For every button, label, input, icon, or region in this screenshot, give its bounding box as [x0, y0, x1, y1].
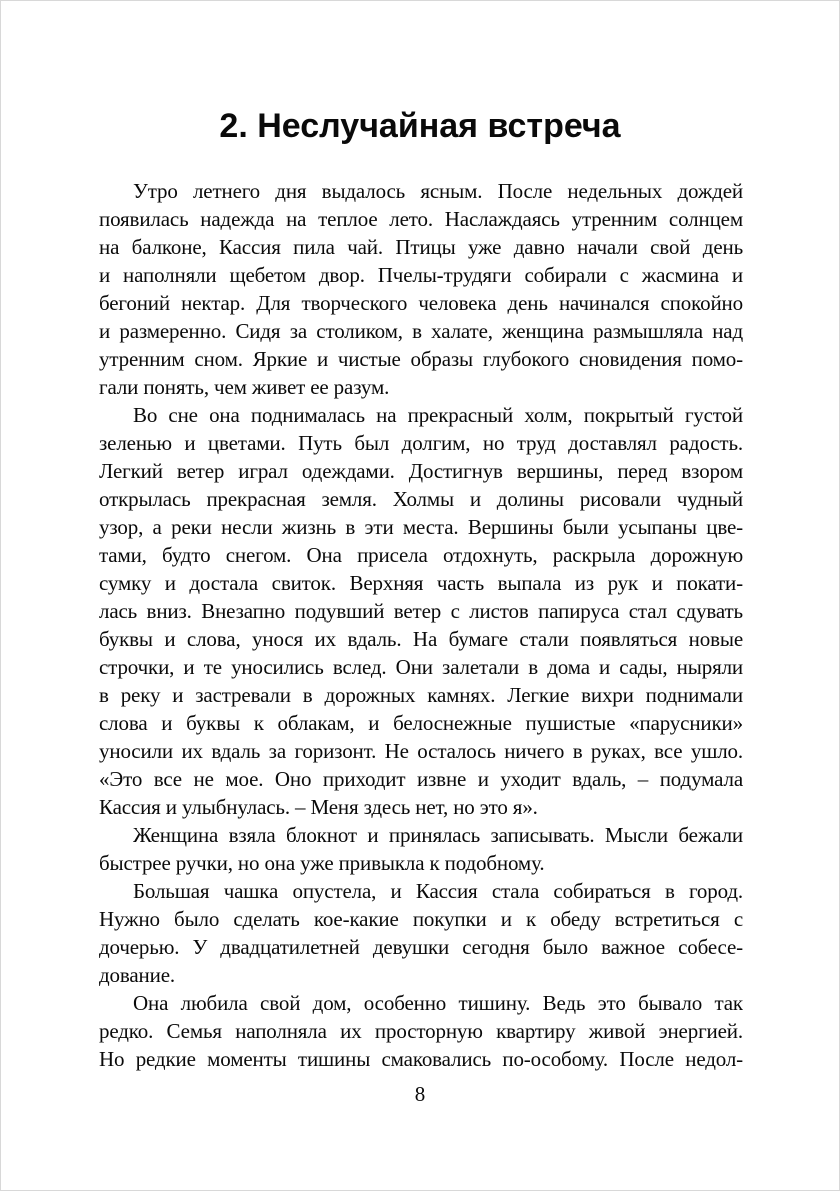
text-line: в реку и застревали в дорожных камнях. Легкие вихри поднимали	[99, 683, 743, 707]
text-line: на балконе, Кассия пила чай. Птицы уже давно начали свой день	[99, 235, 743, 259]
text-line: и размеренно. Сидя за столиком, в халате, женщина размышляла над	[99, 319, 743, 343]
text-line: редко. Семья наполняла их просторную квартиру живой энергией.	[99, 1019, 743, 1043]
page-number: 8	[414, 1082, 426, 1106]
text-line: Кассия и улыбнулась. – Меня здесь нет, но это я».	[99, 795, 538, 819]
text-line: и наполняли щебетом двор. Пчелы-трудяги собирали с жасмина и	[99, 263, 743, 287]
paragraph	[99, 989, 743, 1073]
text-line: дование.	[99, 963, 175, 987]
paragraph	[99, 401, 743, 821]
paragraph	[99, 877, 743, 989]
text-line: уносили их вдаль за горизонт. Не осталось ничего в руках, все ушло.	[99, 739, 743, 763]
paragraph	[99, 177, 743, 401]
text-line: дочерью. У двадцатилетней девушки сегодня было важное собесе-	[99, 935, 743, 959]
text-line: строчки, и те уносились вслед. Они залетали в дома и сады, ныряли	[99, 655, 743, 679]
text-line: сумку и достала свиток. Верхняя часть выпала из рук и покати-	[99, 571, 743, 595]
text-line: Во сне она поднималась на прекрасный холм, покрытый густой	[133, 403, 743, 427]
text-line: Утро летнего дня выдалось ясным. После недельных дождей	[133, 179, 743, 203]
text-line: Она любила свой дом, особенно тишину. Ведь это бывало так	[133, 991, 743, 1015]
text-line: гали понять, чем живет ее разум.	[99, 375, 390, 399]
body-text	[99, 177, 743, 1073]
text-line: Нужно было сделать кое-какие покупки и к обеду встретиться с	[99, 907, 743, 931]
text-line: открылась прекрасная земля. Холмы и долины рисовали чудный	[99, 487, 743, 511]
text-line: зеленью и цветами. Путь был долгим, но труд доставлял радость.	[99, 431, 743, 455]
text-line: Большая чашка опустела, и Кассия стала собираться в город.	[133, 879, 743, 903]
text-line: узор, а реки несли жизнь в эти места. Вершины были усыпаны цве-	[99, 515, 743, 539]
text-line: Женщина взяла блокнот и принялась записывать. Мысли бежали	[133, 823, 743, 847]
text-line: буквы и слова, унося их вдаль. На бумаге стали появляться новые	[99, 627, 743, 651]
text-line: бегоний нектар. Для творческого человека день начинался спокойно	[99, 291, 743, 315]
text-line: «Это все не мое. Оно приходит извне и уходит вдаль, – подумала	[99, 767, 743, 791]
text-line: тами, будто снегом. Она присела отдохнуть, раскрыла дорожную	[99, 543, 743, 567]
text-line: Но редкие моменты тишины смаковались по-особому. После недол-	[99, 1047, 743, 1071]
text-line: появилась надежда на теплое лето. Наслаждаясь утренним солнцем	[99, 207, 743, 231]
text-line: Легкий ветер играл одеждами. Достигнув вершины, перед взором	[99, 459, 743, 483]
text-line: утренним сном. Яркие и чистые образы глубокого сновидения помо-	[99, 347, 743, 371]
text-line: быстрее ручки, но она уже привыкла к подобному.	[99, 851, 545, 875]
text-line: лась вниз. Внезапно подувший ветер с листов папируса стал сдувать	[99, 599, 743, 623]
chapter-title: 2. Неслучайная встреча	[219, 107, 621, 145]
paragraph	[99, 821, 743, 877]
text-line: слова и буквы к облакам, и белоснежные пушистые «парусники»	[99, 711, 743, 735]
